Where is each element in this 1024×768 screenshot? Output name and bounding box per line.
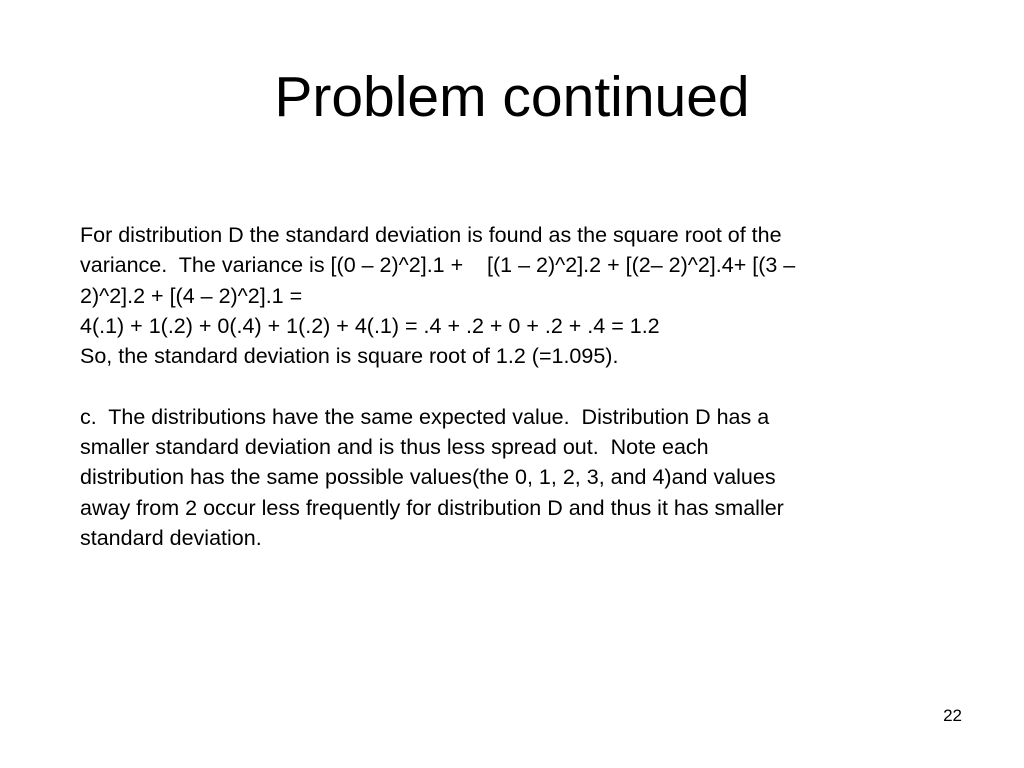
body-line: standard deviation. <box>80 525 262 550</box>
slide-title: Problem continued <box>274 65 750 129</box>
page-number: 22 <box>943 706 962 725</box>
body-line: variance. The variance is [(0 – 2)^2].1 + [(1 – 2)^2].2 + [(2– 2)^2].4+ [(3 – <box>80 253 796 278</box>
body-line: For distribution D the standard deviation is found as the square root of the <box>80 223 782 247</box>
slide-body <box>80 220 950 553</box>
body-line: c. The distributions have the same expected value. Distribution D has a <box>80 404 770 429</box>
paragraph-gap <box>80 371 950 401</box>
body-line: distribution has the same possible values(the 0, 1, 2, 3, and 4)and values <box>80 465 776 490</box>
body-line: away from 2 occur less frequently for distribution D and thus it has smaller <box>80 495 784 520</box>
body-line: smaller standard deviation and is thus less spread out. Note each <box>80 435 709 460</box>
body-line: So, the standard deviation is square root of 1.2 (=1.095). <box>80 344 619 369</box>
body-line: 2)^2].2 + [(4 – 2)^2].1 = <box>80 283 303 308</box>
body-line: 4(.1) + 1(.2) + 0(.4) + 1(.2) + 4(.1) = .4 + .2 + 0 + .2 + .4 = 1.2 <box>80 313 660 338</box>
